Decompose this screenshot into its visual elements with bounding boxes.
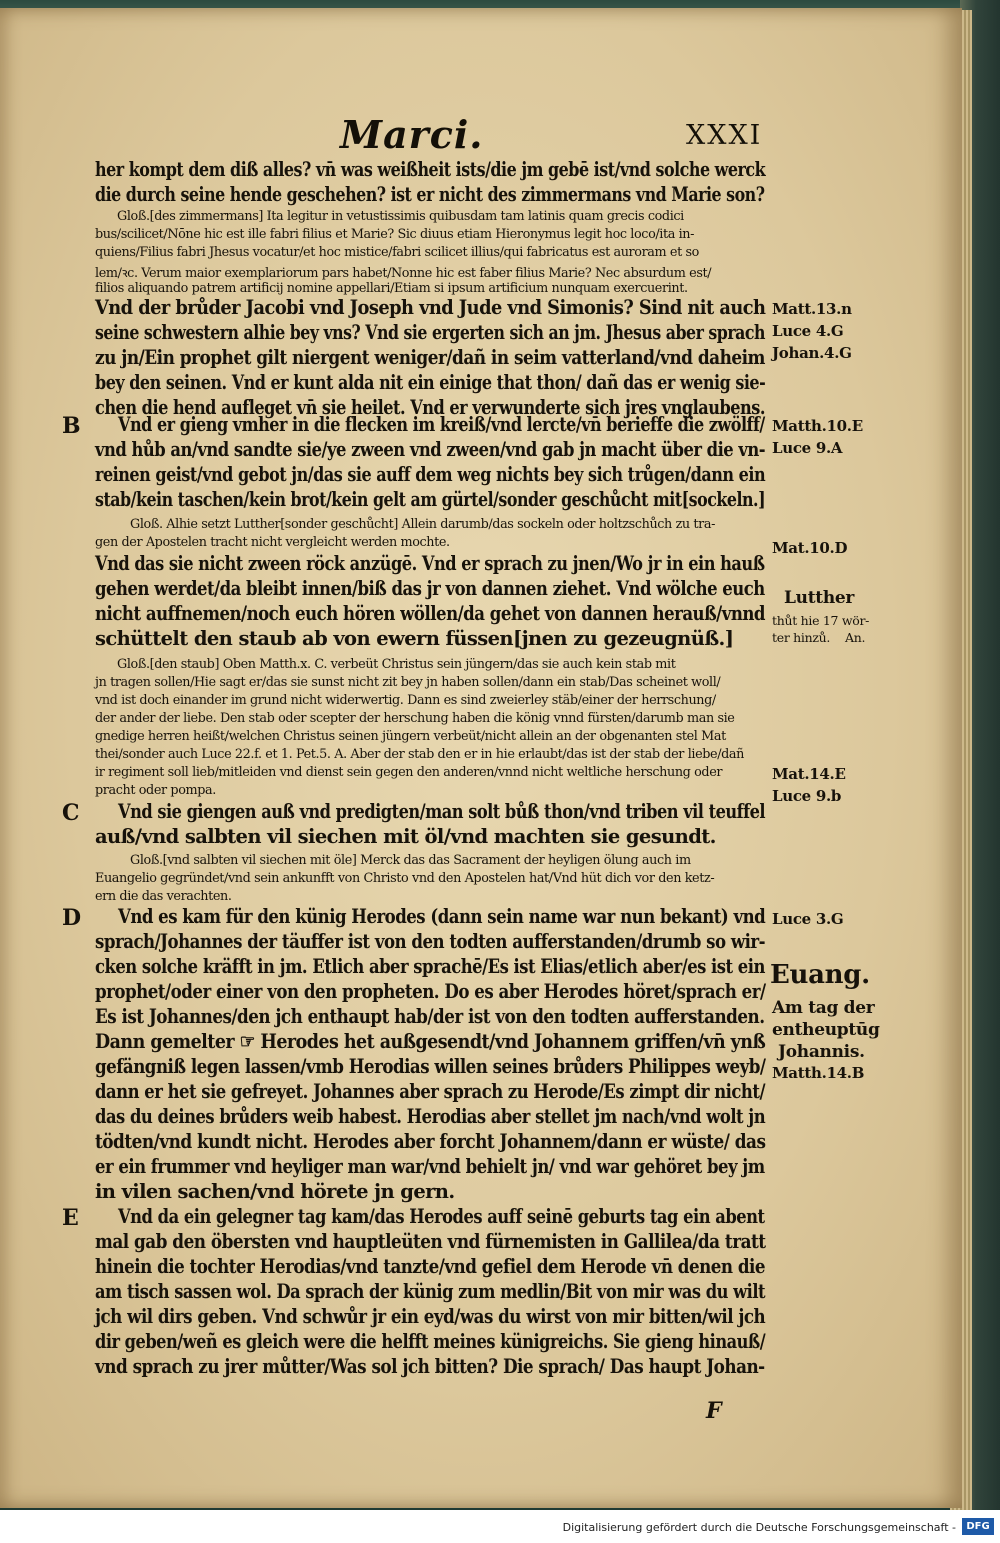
gloss-line: pracht oder pompa. xyxy=(95,783,216,798)
gloss-line: Gloß. Alhie setzt Lutther[sonder geschůcht] Allein darumb/das sockeln oder holtzschůch zu tra- xyxy=(130,517,716,532)
gloss-line: Gloß.[vnd salbten vil siechen mit öle] Merck das das Sacrament der heyligen ölung auch im xyxy=(130,853,691,868)
footer-bar xyxy=(0,1510,1000,1543)
gloss-line: filios aliquando patrem artificij nomine appellari/Etiam si ipsum artificium nunquam exercuerint. xyxy=(95,281,688,296)
funding-credit: Digitalisierung gefördert durch die Deutsche Forschungsgemeinschaft - xyxy=(562,1521,956,1534)
gloss-line: ir regiment soll lieb/mitleiden vnd dienst sein gegen den anderen/vnnd nicht weltliche herschung oder xyxy=(95,765,723,780)
text-line: gefängniß legen lassen/vmb Herodias willen seines brůders Philippes weyb/ xyxy=(95,1055,766,1078)
text-line: jch wil dirs geben. Vnd schwůr jr ein eyd/was du wirst von mir bitten/wil jch xyxy=(95,1305,766,1328)
gloss-line: der ander der liebe. Den stab oder scepter der herschung haben die könig vnnd fürsten/darumb man sie xyxy=(95,711,735,726)
text-line: prophet/oder einer von den propheten. Do es aber Herodes höret/sprach er/ xyxy=(95,980,766,1003)
text-line: stab/kein taschen/kein brot/kein gelt am gürtel/sonder geschůcht mit[sockeln.] xyxy=(95,488,766,511)
margin-note: ter hinzů. xyxy=(772,630,831,645)
text-line: gehen werdet/da bleibt innen/biß das jr von dannen ziehet. Vnd wölche euch xyxy=(95,577,765,600)
folio-number: XXXI xyxy=(686,120,763,151)
margin-note: Euang. xyxy=(770,960,870,990)
signature-mark: F xyxy=(706,1398,722,1424)
gloss-line: ern die das verachten. xyxy=(95,889,232,904)
text-line: Vnd es kam für den künig Herodes (dann sein name war nun bekant) vnd xyxy=(118,905,766,928)
text-line: Dann gemelter ☞ Herodes het außgesendt/vnd Johannem griffen/vn̄ ynß xyxy=(95,1030,766,1053)
margin-note: Matth.14.B xyxy=(772,1064,865,1082)
text-line: vnd hůb an/vnd sandte sie/ye zween vnd zween/vnd gab jn macht über die vn- xyxy=(95,438,766,461)
text-line: her kompt dem diß alles? vn̄ was weißheit ists/die jm gebē ist/vnd solche werck xyxy=(95,158,766,181)
margin-note: Mat.10.D xyxy=(772,539,848,557)
gloss-line: lem/ꝛc. Verum maior exemplariorum pars habet/Nonne hic est faber filius Marie? Nec absurdum est/ xyxy=(95,266,712,281)
gloss-line: thei/sonder auch Luce 22.f. et 1. Pet.5. A. Aber der stab den er in hie erlaubt/das ist der stab der liebe/dañ xyxy=(95,747,744,762)
margin-note: Johannis. xyxy=(778,1042,865,1062)
text-line: Vnd da ein gelegner tag kam/das Herodes auff seinē geburts tag ein abent xyxy=(118,1205,765,1228)
dfg-logo: DFG xyxy=(962,1518,994,1535)
text-line: tödten/vnd kundt nicht. Herodes aber forcht Johannem/dann er wüste/ das xyxy=(95,1130,766,1153)
text-line: zu jn/Ein prophet gilt niergent weniger/dañ in seim vatterland/vnd daheim xyxy=(95,346,765,369)
text-line: chen die hend aufleget vn̄ sie heilet. Vnd er verwunderte sich jres vnglaubens. xyxy=(95,396,765,419)
margin-note: Luce 4.G xyxy=(772,322,844,340)
margin-note: An. xyxy=(845,630,866,645)
gloss-line: bus/scilicet/Nōne hic est ille fabri filius et Marie? Sic diuus etiam Hieronymus legit hoc loco/ita in- xyxy=(95,227,695,242)
text-line: dann er het sie gefreyet. Johannes aber sprach zu Herode/Es zimpt dir nicht/ xyxy=(95,1080,765,1103)
gloss-line: Euangelio gegründet/vnd sein ankunfft von Christo vnd den Apostelen hat/Vnd hüt dich vor den ketz- xyxy=(95,871,715,886)
text-line: hinein die tochter Herodias/vnd tanzte/vnd gefiel dem Herode vn̄ denen die xyxy=(95,1255,766,1278)
section-mark: D xyxy=(62,905,82,931)
book-page xyxy=(0,8,962,1508)
text-line: er ein frummer vnd heyliger man war/vnd behielt jn/ vnd war gehöret bey jm xyxy=(95,1155,765,1178)
text-line: bey den seinen. Vnd er kunt alda nit ein einige that thon/ dañ das er wenig sie- xyxy=(95,371,766,394)
margin-note: Lutther xyxy=(784,588,855,608)
section-mark: C xyxy=(62,800,80,826)
text-line: Es ist Johannes/den jch enthaupt hab/der ist von den todten aufferstanden. xyxy=(95,1005,765,1028)
gloss-line: Gloß.[des zimmermans] Ita legitur in vetustissimis quibusdam tam latinis quam grecis codici xyxy=(117,209,684,224)
text-line: nicht auffnemen/noch euch hören wöllen/da gehet von dannen herauß/vnnd xyxy=(95,602,766,625)
text-line: Vnd das sie nicht zween röck anzügē. Vnd er sprach zu jnen/Wo jr in ein hauß xyxy=(95,552,765,575)
text-line: seine schwestern alhie bey vns? Vnd sie ergerten sich an jm. Jhesus aber sprach xyxy=(95,321,765,344)
gloss-line: gnedige herren heißt/welchen Christus seinen jüngern verbeüt/nicht allein an der obgenanten stel Mat xyxy=(95,729,726,744)
gloss-line: quiens/Filius fabri Jhesus vocatur/et hoc mistice/fabri scilicet illius/qui fabricatus est auroram et so xyxy=(95,245,699,260)
text-line: dir geben/weñ es gleich were die helfft meines künigreichs. Sie gieng hinauß/ xyxy=(95,1330,766,1353)
margin-note: entheuptūg xyxy=(772,1020,880,1040)
section-mark: E xyxy=(62,1205,79,1231)
margin-note: Mat.14.E xyxy=(772,765,846,783)
text-line: Vnd er gieng vmher in die flecken im kreiß/vnd lercte/vn̄ berieffe die zwölff/ xyxy=(118,413,765,436)
gloss-line: jn tragen sollen/Hie sagt er/das sie sunst nicht zit bey jn haben sollen/dann ein stab/Das scheinet woll/ xyxy=(95,675,721,690)
margin-note: Am tag der xyxy=(772,998,875,1018)
gloss-line: vnd ist doch einander im grund nicht widerwertig. Dann es sind zweierley stäb/einer der herrschung/ xyxy=(95,693,716,708)
margin-note: Luce 9.b xyxy=(772,787,842,805)
text-line: Vnd der brůder Jacobi vnd Joseph vnd Jude vnd Simonis? Sind nit auch xyxy=(95,296,766,319)
text-line: auß/vnd salbten vil siechen mit öl/vnd machten sie gesundt. xyxy=(95,825,716,848)
margin-note: Luce 3.G xyxy=(772,910,844,928)
text-line: cken solche kräfft in jm. Etlich aber sprachē/Es ist Elias/etlich aber/es ist ein xyxy=(95,955,765,978)
text-line: am tisch sassen wol. Da sprach der künig zum medlin/Bit von mir was du wilt xyxy=(95,1280,766,1303)
text-line: reinen geist/vnd gebot jn/das sie auff dem weg nichts bey sich trůgen/dann ein xyxy=(95,463,766,486)
text-line: die durch seine hende geschehen? ist er nicht des zimmermans vnd Marie son? xyxy=(95,183,765,206)
margin-note: Johan.4.G xyxy=(772,344,852,362)
text-line: in vilen sachen/vnd hörete jn gern. xyxy=(95,1180,455,1203)
margin-note: Matth.10.E xyxy=(772,417,863,435)
margin-note: Matt.13.n xyxy=(772,300,852,318)
text-line: das du deines brůders weib habest. Herodias aber stellet jm nach/vnd wolt jn xyxy=(95,1105,766,1128)
text-line: sprach/Johannes der täuffer ist von den todten aufferstanden/drumb so wir- xyxy=(95,930,766,953)
margin-note: thůt hie 17 wör- xyxy=(772,613,870,628)
running-title: Marci. xyxy=(340,112,484,157)
text-line: Vnd sie giengen auß vnd predigten/man solt bůß thon/vnd triben vil teuffel xyxy=(118,800,766,823)
text-line: vnd sprach zu jrer můtter/Was sol jch bitten? Die sprach/ Das haupt Johan- xyxy=(95,1355,765,1378)
gloss-line: Gloß.[den staub] Oben Matth.x. C. verbeüt Christus sein jüngern/das sie auch kein stab mit xyxy=(117,657,676,672)
text-line: schüttelt den staub ab von ewern füssen[jnen zu gezeugnüß.] xyxy=(95,627,734,650)
margin-note: Luce 9.A xyxy=(772,439,843,457)
text-line: mal gab den öbersten vnd hauptleüten vnd fürnemisten in Gallilea/da tratt xyxy=(95,1230,766,1253)
section-mark: B xyxy=(62,413,81,439)
gloss-line: gen der Apostelen tracht nicht vergleicht werden mochte. xyxy=(95,535,450,550)
